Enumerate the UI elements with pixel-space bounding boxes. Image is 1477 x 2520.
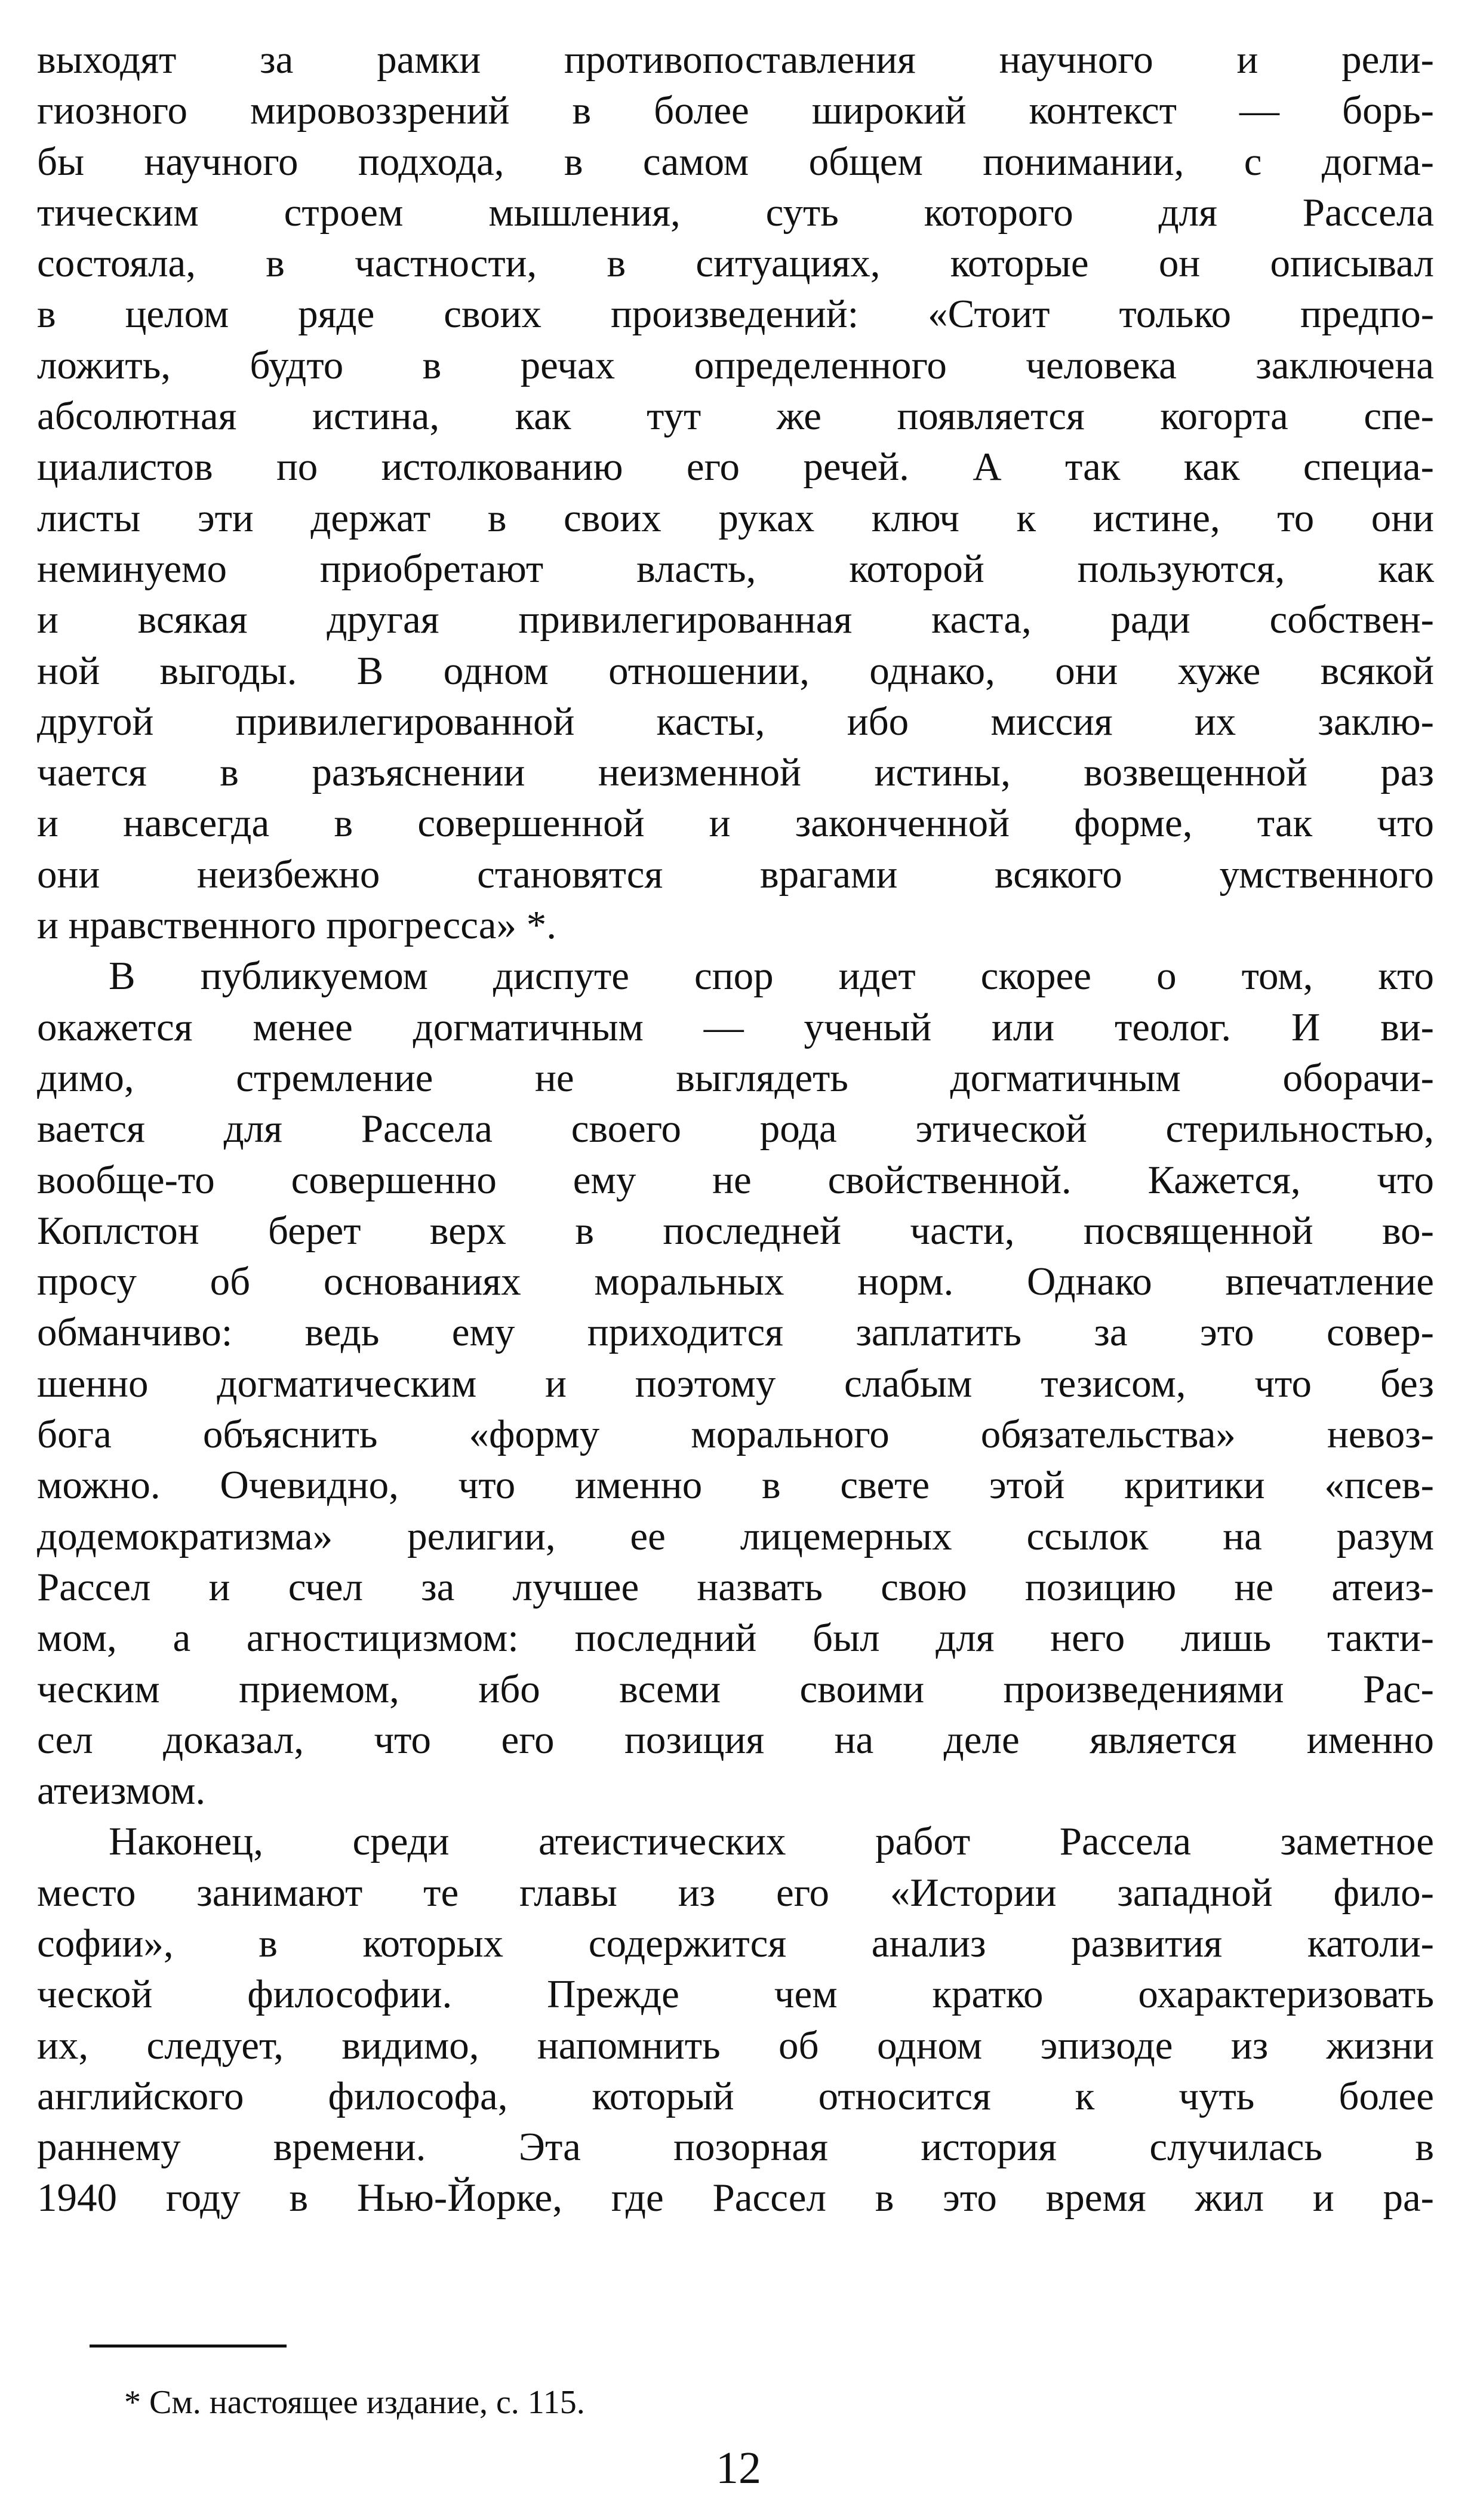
text-line: другой привилегированной касты, ибо миссия их заклю-	[37, 699, 1434, 744]
text-line: атеизмом.	[37, 1769, 206, 1813]
text-line: бога объяснить «форму морального обязательства» невоз-	[37, 1412, 1434, 1457]
text-line: состояла, в частности, в ситуациях, которые он описывал	[37, 241, 1434, 286]
text-line: шенно догматическим и поэтому слабым тезисом, что без	[37, 1361, 1434, 1406]
text-line: английского философа, который относится к чуть более	[37, 2074, 1434, 2118]
text-line: в целом ряде своих произведений: «Стоит только предпо-	[37, 292, 1434, 337]
text-line: вается для Рассела своего рода этической стерильностью,	[37, 1107, 1434, 1151]
text-line: тическим строем мышления, суть которого для Рассела	[37, 190, 1434, 235]
text-line: циалистов по истолкованию его речей. А так как специа-	[37, 445, 1434, 489]
text-line: их, следует, видимо, напомнить об одном эпизоде из жизни	[37, 2023, 1434, 2068]
text-line: Рассел и счел за лучшее назвать свою позицию не атеиз-	[37, 1564, 1434, 1609]
text-line: место занимают те главы из его «Истории западной фило-	[37, 1870, 1434, 1915]
text-line: 1940 году в Нью-Йорке, где Рассел в это время жил и ра-	[37, 2176, 1434, 2220]
paragraph-start-line: В публикуемом диспуте спор идет скорее о том, кто	[109, 954, 1434, 999]
text-line: Коплстон берет верх в последней части, посвященной во-	[37, 1208, 1434, 1253]
footnote-divider	[90, 2345, 287, 2348]
text-line: неминуемо приобретают власть, которой пользуются, как	[37, 546, 1434, 591]
text-line: чается в разъяснении неизменной истины, возвещенной раз	[37, 750, 1434, 795]
body-text	[37, 35, 1434, 2224]
text-line: раннему времени. Эта позорная история случилась в	[37, 2125, 1434, 2170]
paragraph-start-line: Наконец, среди атеистических работ Рассела заметное	[109, 1819, 1434, 1864]
text-line: и навсегда в совершенной и законченной форме, так что	[37, 801, 1434, 846]
text-line: димо, стремление не выглядеть догматичным оборачи-	[37, 1055, 1434, 1100]
text-line: листы эти держат в своих руках ключ к истине, то они	[37, 495, 1434, 540]
text-line: выходят за рамки противопоставления научного и рели-	[37, 38, 1434, 82]
text-line: софии», в которых содержится анализ развития католи-	[37, 1921, 1434, 1966]
text-line: обманчиво: ведь ему приходится заплатить за это совер-	[37, 1310, 1434, 1355]
text-line: сел доказал, что его позиция на деле является именно	[37, 1717, 1434, 1762]
text-line: и нравственного прогресса» *.	[37, 903, 556, 948]
text-line: ложить, будто в речах определенного человека заключена	[37, 343, 1434, 387]
text-line: ной выгоды. В одном отношении, однако, они хуже всякой	[37, 648, 1434, 693]
page-number: 12	[716, 2443, 761, 2493]
text-line: вообще-то совершенно ему не свойственной. Кажется, что	[37, 1157, 1434, 1202]
text-line: и всякая другая привилегированная каста, ради собствен-	[37, 597, 1434, 642]
text-line: можно. Очевидно, что именно в свете этой критики «псев-	[37, 1463, 1434, 1508]
footnote: * См. настоящее издание, с. 115.	[124, 2384, 585, 2421]
text-line: они неизбежно становятся врагами всякого умственного	[37, 852, 1434, 897]
text-line: окажется менее догматичным — ученый или теолог. И ви-	[37, 1005, 1434, 1049]
text-line: ческим приемом, ибо всеми своими произведениями Рас-	[37, 1666, 1434, 1711]
text-line: гиозного мировоззрений в более широкий контекст — борь-	[37, 88, 1434, 133]
text-line: бы научного подхода, в самом общем понимании, с догма-	[37, 139, 1434, 184]
text-line: просу об основаниях моральных норм. Однако впечатление	[37, 1259, 1434, 1304]
text-line: ческой философии. Прежде чем кратко охарактеризовать	[37, 1972, 1434, 2017]
text-line: мом, а агностицизмом: последний был для него лишь такти-	[37, 1616, 1434, 1661]
text-line: додемократизма» религии, ее лицемерных ссылок на разум	[37, 1514, 1434, 1558]
text-line: абсолютная истина, как тут же появляется когорта спе-	[37, 394, 1434, 439]
